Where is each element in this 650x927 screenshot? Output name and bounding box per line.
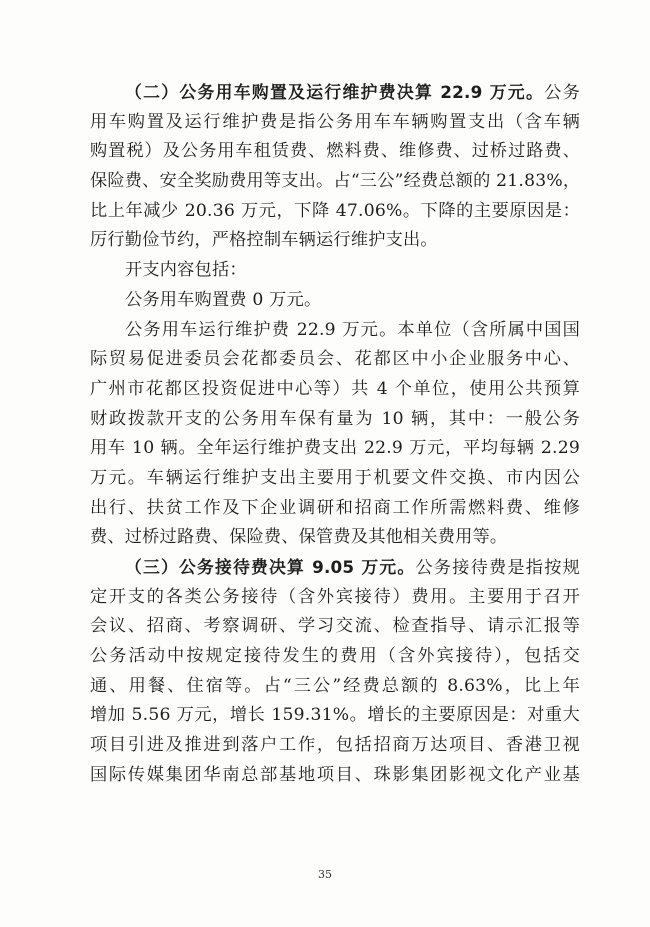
line-text: 保险费、安全奖励费用等支出。占“三公”经费总额的 21.83%， (90, 171, 580, 192)
line-text: 广州市花都区投资促进中心等）共 4 个单位，使用公共预算 (90, 378, 580, 399)
line-text: 用车购置及运行维护费是指公务用车车辆购置支出（含车辆 (90, 111, 580, 132)
text-line (90, 316, 580, 346)
text-line (90, 494, 580, 524)
line-text: 公务活动中按规定接待发生的费用（含外宾接待），包括交 (90, 646, 580, 667)
page-number: 35 (318, 868, 332, 881)
text-line (90, 642, 580, 672)
paragraph (90, 78, 580, 256)
line-text: 公务用车运行维护费 22.9 万元。本单位（含所属中国国 (125, 319, 580, 340)
line-text: 通、用餐、住宿等。占“三公”经费总额的 8.63%，比上年 (90, 675, 580, 696)
text-line (90, 345, 580, 375)
paragraph (90, 553, 580, 791)
text-line (90, 137, 580, 167)
section-heading: （二）公务用车购置及运行维护费决算 22.9 万元。 (125, 82, 545, 102)
text-line (90, 464, 580, 494)
text-line (90, 731, 580, 761)
text-line (90, 375, 580, 405)
line-text: 国际传媒集团华南总部基地项目、珠影集团影视文化产业基 (90, 764, 580, 785)
text-line (90, 583, 580, 613)
line-text: 财政拨款开支的公务用车保有量为 10 辆，其中：一般公务 (90, 408, 580, 429)
body-text (90, 78, 580, 791)
line-text: 费、过桥过路费、保险费、保管费及其他相关费用等。 (90, 527, 508, 548)
text-line (90, 553, 580, 583)
line-text: 购置税）及公务用车租赁费、燃料费、维修费、过桥过路费、 (90, 141, 580, 162)
text-line (90, 167, 580, 197)
paragraph (90, 316, 580, 554)
line-text: 际贸易促进委员会花都委员会、花都区中小企业服务中心、 (90, 349, 580, 370)
line-text: 公务接待费是指按规 (415, 558, 580, 578)
section-heading: （三）公务接待费决算 9.05 万元。 (125, 557, 416, 577)
line-text: 项目引进及推进到落户工作，包括招商万达项目、香港卫视 (90, 735, 580, 756)
line-text: 增加 5.56 万元，增长 159.31%。增长的主要原因是：对重大 (90, 705, 580, 726)
text-line (90, 405, 580, 435)
text-line (90, 761, 580, 791)
text-line (90, 256, 580, 286)
text-line (90, 523, 580, 553)
text-line (90, 226, 580, 256)
line-text: 厉行勤俭节约，严格控制车辆运行维护支出。 (90, 230, 438, 251)
text-line (90, 108, 580, 138)
line-text: 定开支的各类公务接待（含外宾接待）费用。主要用于召开 (90, 586, 580, 607)
paragraph (90, 256, 580, 286)
text-line (90, 434, 580, 464)
text-line (90, 672, 580, 702)
line-text: 出行、扶贫工作及下企业调研和招商工作所需燃料费、维修 (90, 497, 580, 518)
text-line (90, 78, 580, 108)
line-text: 万元。车辆运行维护支出主要用于机要文件交换、市内因公 (90, 467, 580, 488)
line-text: 公务用车购置费 0 万元。 (125, 289, 322, 310)
text-line (90, 701, 580, 731)
text-line (90, 286, 580, 316)
line-text: 开支内容包括： (125, 260, 247, 281)
text-line (90, 197, 580, 227)
line-text: 用车 10 辆。全年运行维护费支出 22.9 万元，平均每辆 2.29 (90, 438, 580, 459)
line-text: 公务 (544, 83, 580, 103)
text-line (90, 612, 580, 642)
line-text: 比上年减少 20.36 万元，下降 47.06%。下降的主要原因是： (90, 200, 580, 221)
line-text: 会议、招商、考察调研、学习交流、检查指导、请示汇报等 (90, 616, 580, 637)
paragraph (90, 286, 580, 316)
